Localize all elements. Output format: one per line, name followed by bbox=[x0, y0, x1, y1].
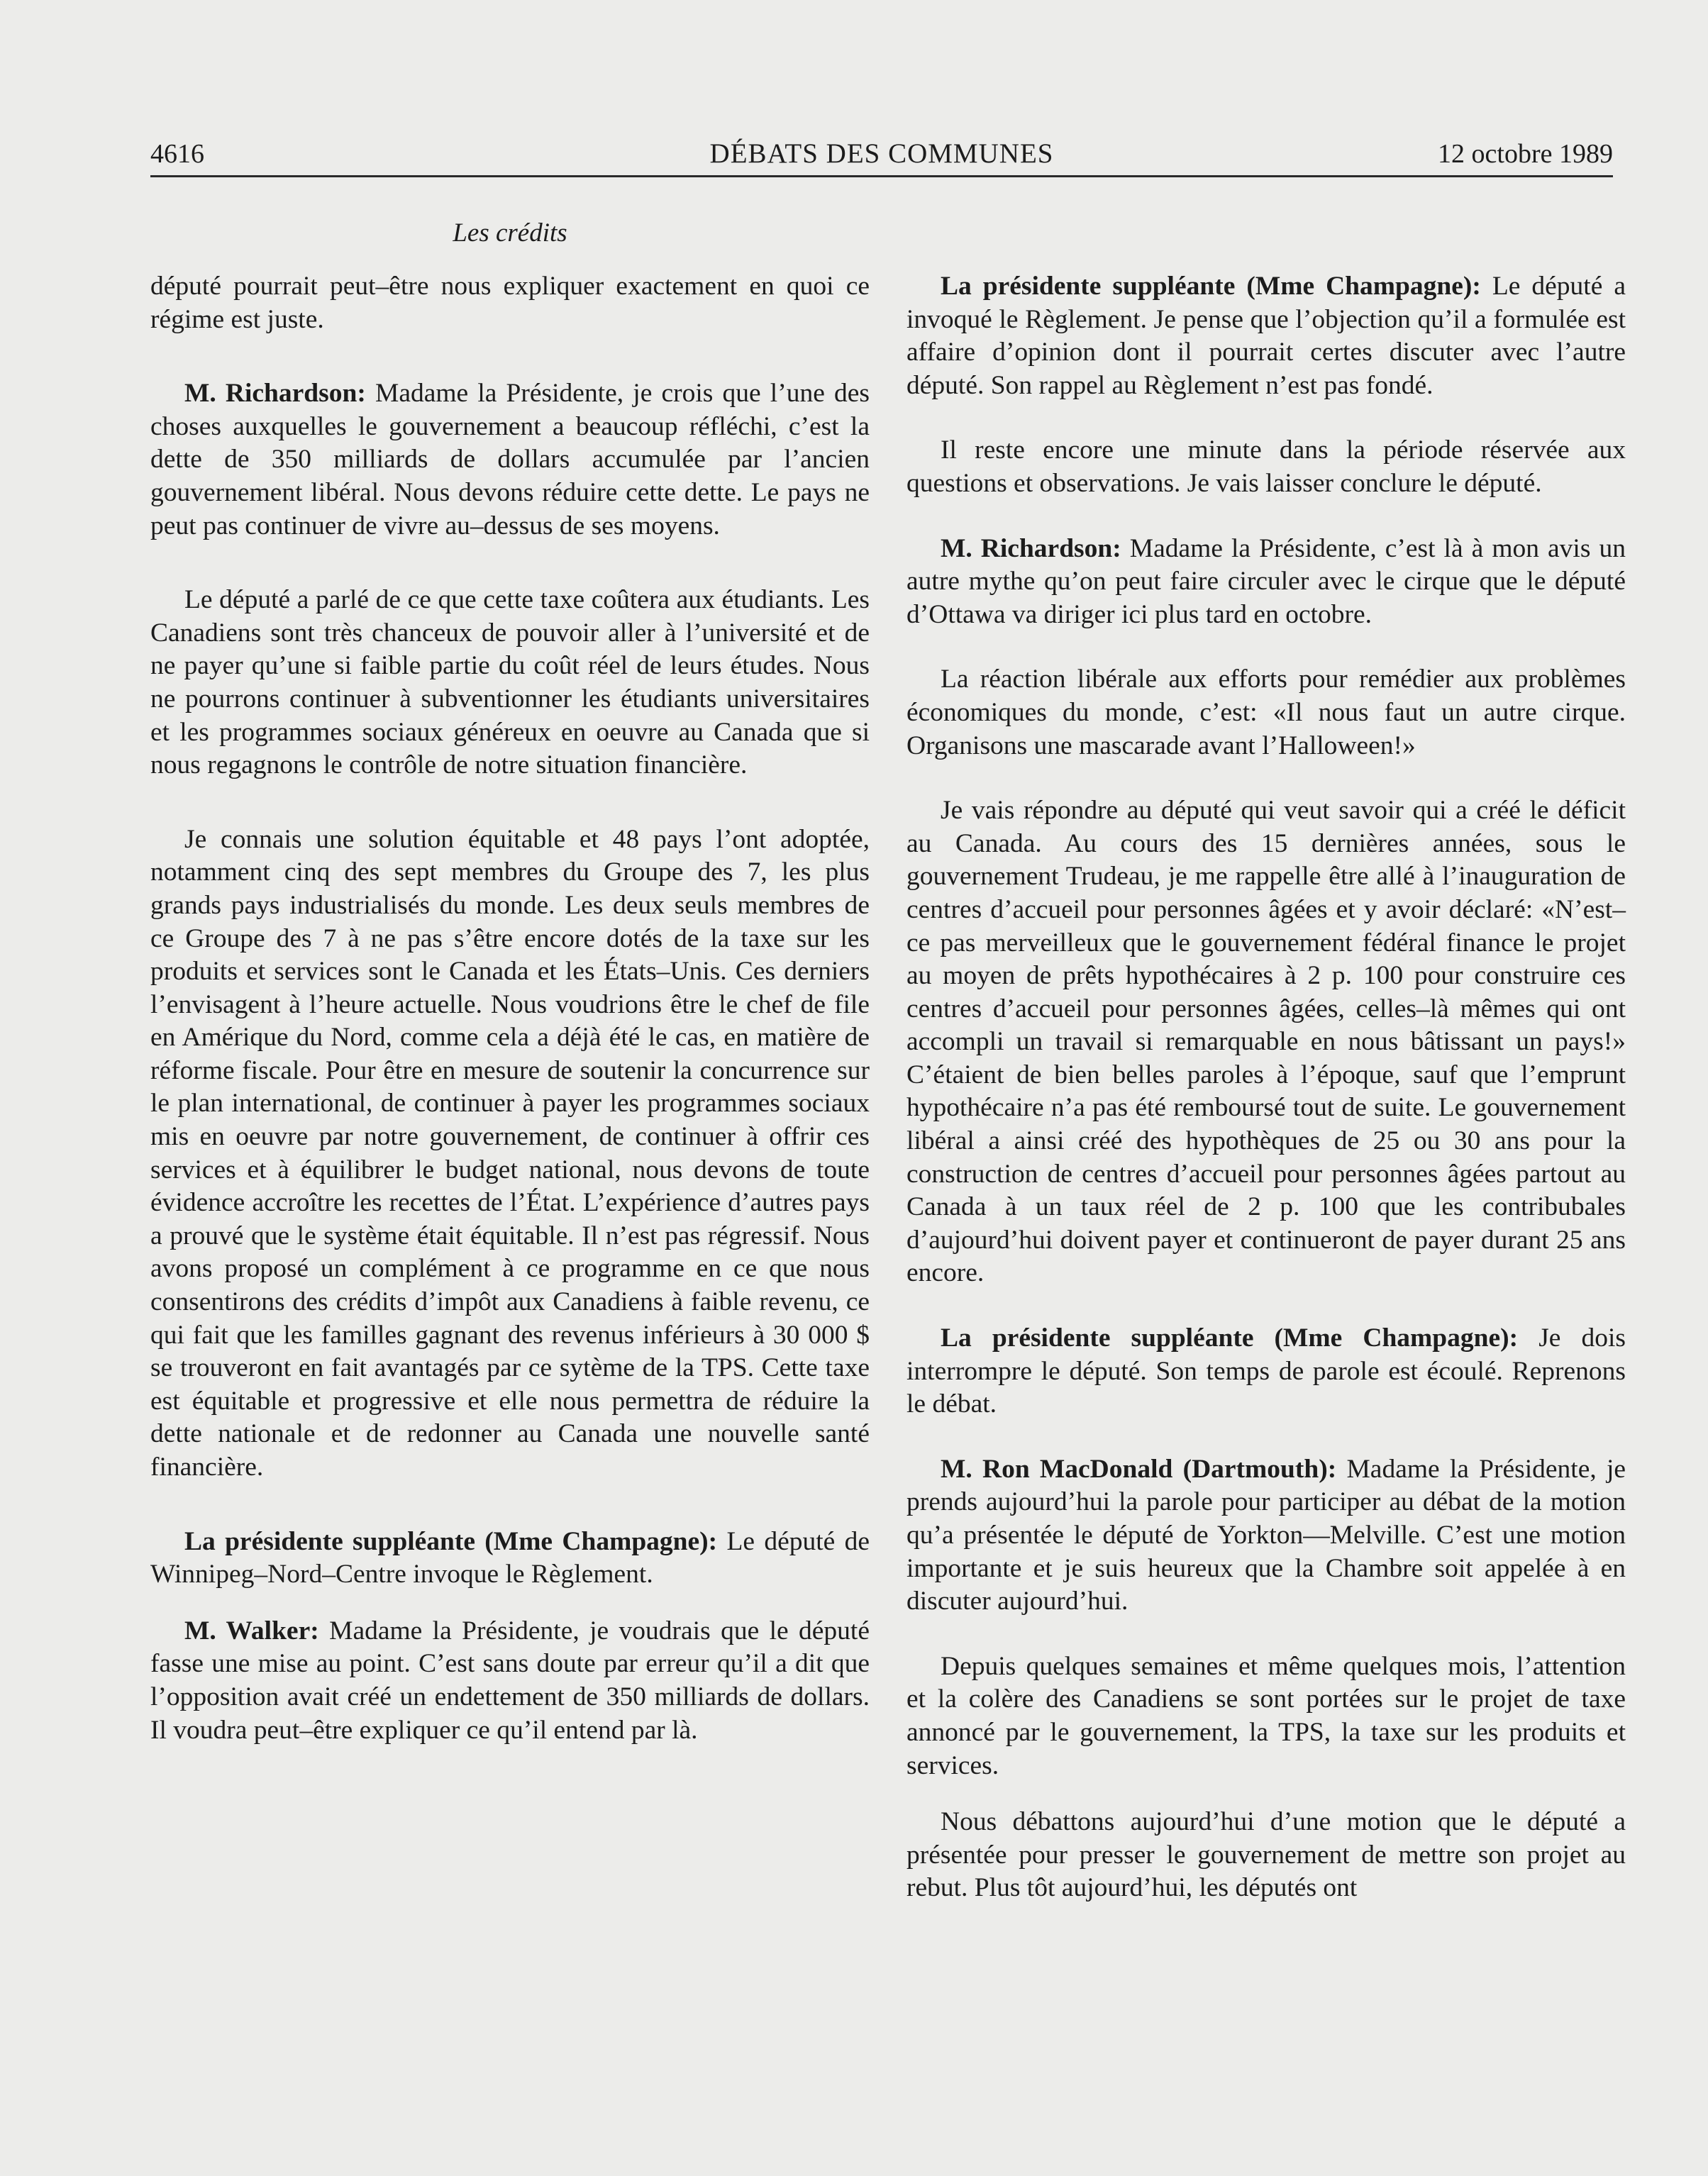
paragraph bbox=[150, 1526, 870, 1592]
paragraph bbox=[906, 434, 1626, 500]
paragraph bbox=[150, 584, 870, 782]
speaker-name: M. Walker: bbox=[184, 1616, 319, 1645]
speaker-name: La présidente suppléante (Mme Champagne): bbox=[941, 272, 1481, 301]
paragraph bbox=[906, 270, 1626, 402]
publication-date: 12 octobre 1989 bbox=[1438, 139, 1613, 169]
paragraph-text: Madame la Présidente, je crois que l’une des choses auxquelles le gouvernement a beaucoup réfléchi, c’est la dette de 350 milliards de dollars accumulée par l’ancien gouvernement libéral. Nous devons réduire cette dette. Le pays ne peut pas continuer de vivre au–dessus de ses moyens. bbox=[150, 379, 870, 540]
paragraph bbox=[906, 1806, 1626, 1905]
section-title: Les crédits bbox=[453, 218, 567, 248]
paragraph-text: Le député de Winnipeg–Nord–Centre invoque le Règlement. bbox=[150, 1526, 870, 1589]
speaker-name: M. Richardson: bbox=[184, 379, 366, 409]
document-page bbox=[150, 0, 1626, 2176]
paragraph-text: Je dois interrompre le député. Son temps de parole est écoulé. Reprenons le débat. bbox=[906, 1323, 1626, 1419]
speaker-name: La présidente suppléante (Mme Champagne): bbox=[941, 1323, 1519, 1353]
header-rule bbox=[150, 175, 1613, 177]
page-header bbox=[150, 136, 1613, 172]
paragraph-text: Depuis quelques semaines et même quelques mois, l’attention et la colère des Canadiens se sont portées sur le projet de taxe annoncé par le gouvernement, la TPS, la taxe sur les produits et services. bbox=[906, 1651, 1626, 1780]
paragraph-text: Je connais une solution équitable et 48 pays l’ont adoptée, notamment cinq des sept membres du Groupe des 7, les plus grands pays industrialisés du monde. Les deux seuls membres de ce Groupe des 7 à ne pas s’être encore dotés de la taxe sur les produits et services sont le Canada et les États–Unis. Ces derniers l’envisagent à l’heure actuelle. Nous voudrions être le chef de file en Amérique du Nord, comme cela a déjà été le cas, en matière de réforme fiscale. Pour être en mesure de soutenir la concurrence sur le plan international, de continuer à payer les programmes sociaux mis en oeuvre par notre gouvernement, de continuer à offrir ces services et à équilibrer le budget national, nous devons de toute évidence accroître les recettes de l’État. L’expérience d’autres pays a prouvé que le système était équitable. Il n’est pas régressif. Nous avons proposé un complément à ce programme en ce que nous consentirons des crédits d’impôt aux Canadiens à faible revenu, ce qui fait que les familles gagnant des revenus inférieurs à 30 000 $ se trouveront en fait avantagés par ce sytème de la TPS. Cette taxe est équitable et progressive et elle nous permettra de réduire la dette nationale et de redonner au Canada une nouvelle santé financière. bbox=[150, 824, 870, 1482]
paragraph bbox=[150, 823, 870, 1484]
paragraph-text: député pourrait peut–être nous expliquer exactement en quoi ce régime est juste. bbox=[150, 272, 870, 334]
paragraph-text: Il reste encore une minute dans la période réservée aux questions et observations. Je vais laisser conclure le député. bbox=[906, 435, 1626, 498]
paragraph bbox=[906, 794, 1626, 1290]
speaker-name: M. Ron MacDonald (Dartmouth): bbox=[941, 1454, 1337, 1484]
paragraph bbox=[906, 533, 1626, 632]
paragraph bbox=[906, 663, 1626, 762]
page-number: 4616 bbox=[150, 139, 204, 169]
paragraph bbox=[150, 377, 870, 543]
paragraph-text: Madame la Présidente, je prends aujourd’hui la parole pour participer au débat de la motion qu’a présentée le député de Yorkton—Melville. C’est une motion importante et je suis heureux que la Chambre soit appelée à en discuter aujourd’hui. bbox=[906, 1454, 1626, 1616]
paragraph bbox=[906, 1453, 1626, 1619]
paragraph bbox=[906, 1650, 1626, 1782]
right-column bbox=[906, 270, 1626, 1937]
speaker-name: La présidente suppléante (Mme Champagne): bbox=[184, 1526, 718, 1556]
publication-title: DÉBATS DES COMMUNES bbox=[709, 138, 1054, 169]
paragraph-text: La réaction libérale aux efforts pour remédier aux problèmes économiques du monde, c’est: «Il nous faut un autre cirque. Organisons une mascarade avant l’Halloween!» bbox=[906, 665, 1626, 760]
left-column bbox=[150, 270, 870, 1779]
paragraph-text: Madame la Présidente, je voudrais que le député fasse une mise au point. C’est sans doute par erreur qu’il a dit que l’opposition avait créé un endettement de 350 milliards de dollars. Il voudra peut–être expliquer ce qu’il entend par là. bbox=[150, 1616, 870, 1745]
paragraph-text: Je vais répondre au député qui veut savoir qui a créé le déficit au Canada. Au cours des 15 dernières années, sous le gouvernement Trudeau, je me rappelle être allé à l’inauguration de centres d’accueil pour personnes âgées et y avoir déclaré: «N’est–ce pas merveilleux que le gouvernement fédéral finance le projet au moyen de prêts hypothécaires à 2 p. 100 pour construire ces centres d’accueil pour personnes âgées, celles–là mêmes qui ont accompli un travail si remarquable en nous bâtissant un pays!» C’étaient de bien belles paroles à l’époque, sauf que l’emprunt hypothécaire n’a pas été remboursé tout de suite. Le gouvernement libéral a ainsi créé des hypothèques de 25 ou 30 ans pour la construction de centres d’accueil pour personnes âgées partout au Canada à un taux réel de 2 p. 100 que les contribubales d’aujourd’hui doivent payer et continueront de payer durant 25 ans encore. bbox=[906, 796, 1626, 1288]
speaker-name: M. Richardson: bbox=[941, 533, 1121, 563]
paragraph bbox=[150, 270, 870, 336]
paragraph bbox=[906, 1322, 1626, 1421]
paragraph-text: Le député a parlé de ce que cette taxe coûtera aux étudiants. Les Canadiens sont très chanceux de pouvoir aller à l’université et de ne payer qu’une si faible partie du coût réel de leurs études. Nous ne pourrons continuer à subventionner les étudiants universitaires et les programmes sociaux généreux en oeuvre au Canada que si nous regagnons le contrôle de notre situation financière. bbox=[150, 585, 870, 780]
paragraph-text: Le député a invoqué le Règlement. Je pense que l’objection qu’il a formulée est affaire d’opinion dont il pourrait certes discuter avec l’autre député. Son rappel au Règlement n’est pas fondé. bbox=[906, 272, 1626, 400]
paragraph-text: Madame la Présidente, c’est là à mon avis un autre mythe qu’on peut faire circuler avec le cirque que le député d’Ottawa va diriger ici plus tard en octobre. bbox=[906, 533, 1626, 629]
paragraph-text: Nous débattons aujourd’hui d’une motion que le député a présentée pour presser le gouvernement de mettre son projet au rebut. Plus tôt aujourd’hui, les députés ont bbox=[906, 1807, 1626, 1903]
paragraph bbox=[150, 1615, 870, 1747]
